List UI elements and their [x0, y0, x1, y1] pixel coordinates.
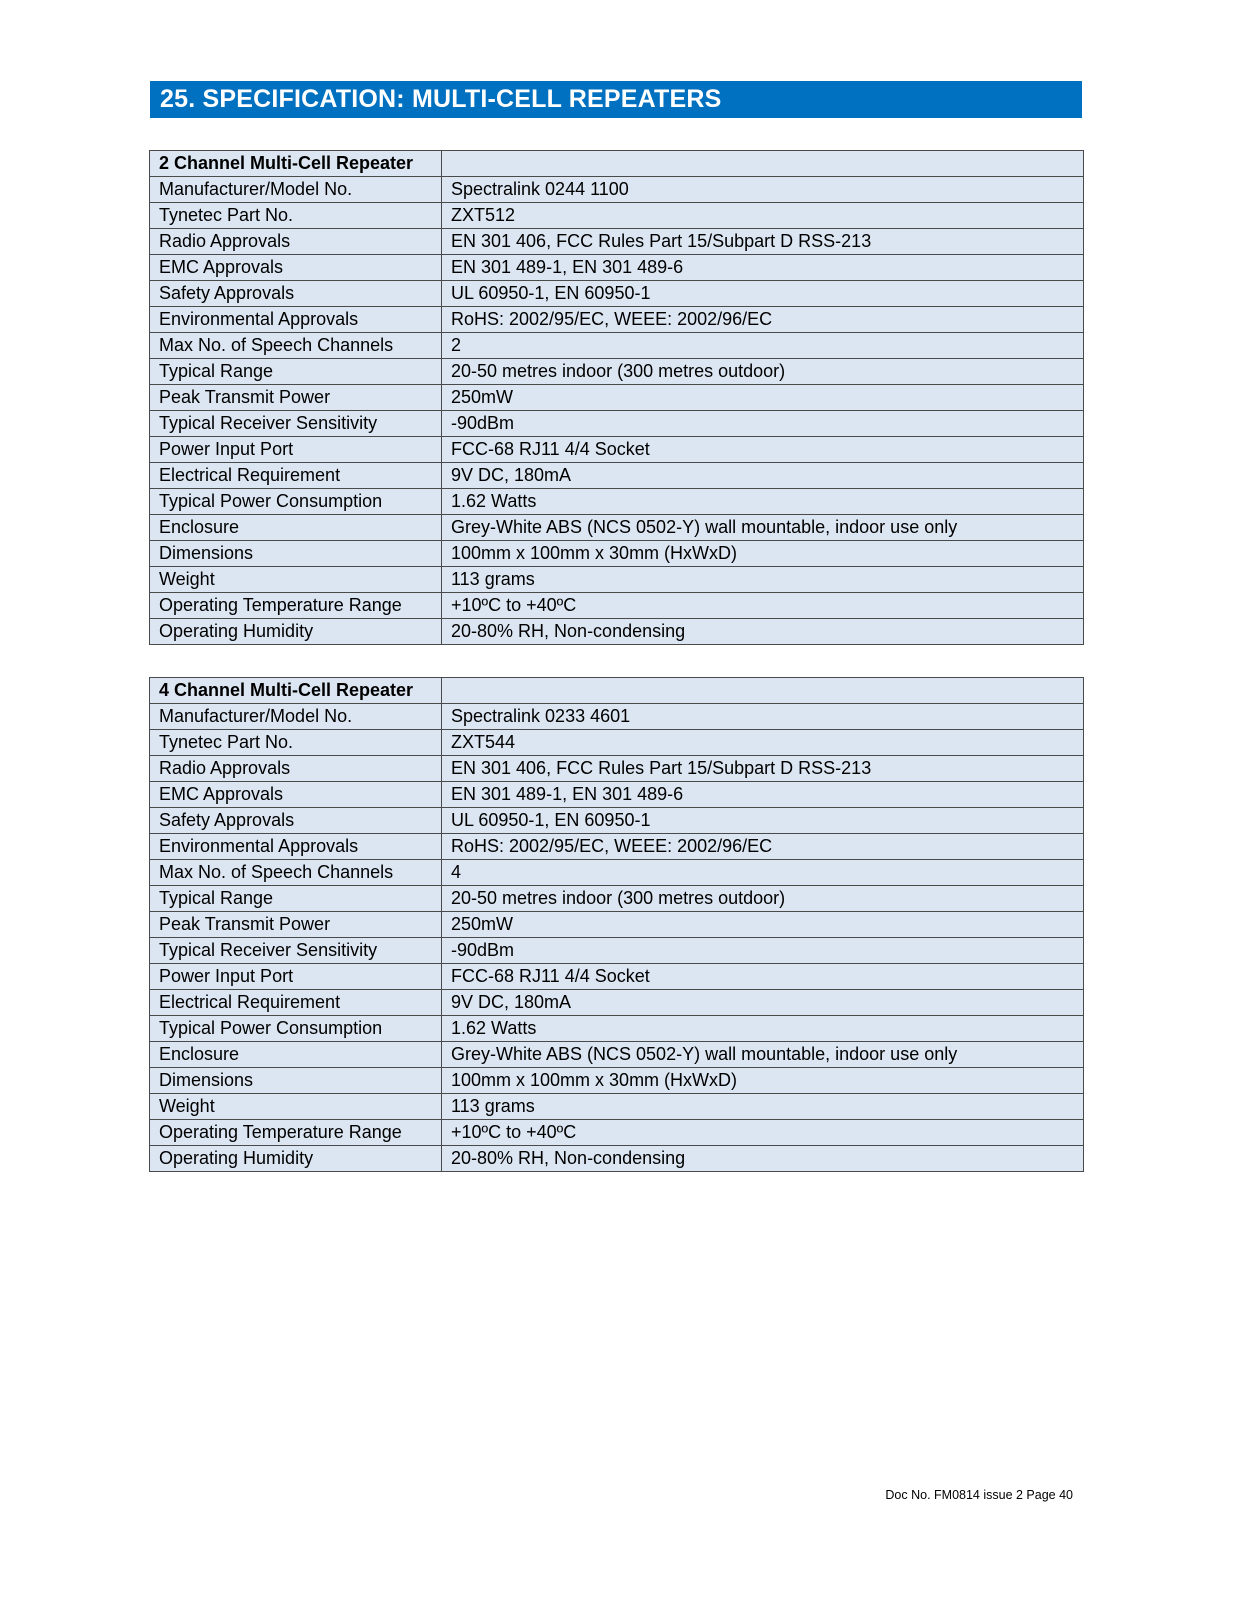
spec-label: Enclosure: [150, 515, 442, 541]
table-row: [150, 203, 1084, 229]
table-row: [150, 730, 1084, 756]
spec-label: Radio Approvals: [150, 756, 442, 782]
spec-label: EMC Approvals: [150, 255, 442, 281]
table-heading: 4 Channel Multi-Cell Repeater: [150, 678, 442, 704]
spec-label: Operating Humidity: [150, 1146, 442, 1172]
spec-value: 100mm x 100mm x 30mm (HxWxD): [442, 1068, 1084, 1094]
table-row: [150, 756, 1084, 782]
spec-value: ZXT512: [442, 203, 1084, 229]
spec-value: 20-50 metres indoor (300 metres outdoor): [442, 886, 1084, 912]
table-row: [150, 593, 1084, 619]
spec-value: RoHS: 2002/95/EC, WEEE: 2002/96/EC: [442, 834, 1084, 860]
spec-label: Enclosure: [150, 1042, 442, 1068]
spec-label: EMC Approvals: [150, 782, 442, 808]
table-row: [150, 782, 1084, 808]
table-row: [150, 489, 1084, 515]
spec-value: 20-80% RH, Non-condensing: [442, 619, 1084, 645]
table-row: [150, 834, 1084, 860]
spec-value: EN 301 489-1, EN 301 489-6: [442, 782, 1084, 808]
table-row: [150, 463, 1084, 489]
spec-value: RoHS: 2002/95/EC, WEEE: 2002/96/EC: [442, 307, 1084, 333]
table-row: [150, 567, 1084, 593]
table-row: [150, 990, 1084, 1016]
table-row: [150, 515, 1084, 541]
spec-value: Grey-White ABS (NCS 0502-Y) wall mountable, indoor use only: [442, 1042, 1084, 1068]
spec-value: FCC-68 RJ11 4/4 Socket: [442, 437, 1084, 463]
spec-label: Weight: [150, 567, 442, 593]
table-heading: 2 Channel Multi-Cell Repeater: [150, 151, 442, 177]
spec-value: 4: [442, 860, 1084, 886]
spec-value: -90dBm: [442, 938, 1084, 964]
table-row: [150, 541, 1084, 567]
table-header-row: [150, 678, 1084, 704]
spec-value: +10ºC to +40ºC: [442, 593, 1084, 619]
table-row: [150, 1120, 1084, 1146]
spec-label: Power Input Port: [150, 437, 442, 463]
spec-label: Safety Approvals: [150, 281, 442, 307]
table-row: [150, 1094, 1084, 1120]
spec-value: 20-50 metres indoor (300 metres outdoor): [442, 359, 1084, 385]
spec-label: Environmental Approvals: [150, 307, 442, 333]
spec-label: Typical Power Consumption: [150, 1016, 442, 1042]
table-header-row: [150, 151, 1084, 177]
table-row: [150, 938, 1084, 964]
spec-value: 113 grams: [442, 1094, 1084, 1120]
spec-value: 250mW: [442, 385, 1084, 411]
spec-label: Radio Approvals: [150, 229, 442, 255]
table-row: [150, 808, 1084, 834]
spec-label: Weight: [150, 1094, 442, 1120]
spec-label: Typical Range: [150, 886, 442, 912]
table-row: [150, 411, 1084, 437]
spec-value: 1.62 Watts: [442, 489, 1084, 515]
spec-label: Max No. of Speech Channels: [150, 860, 442, 886]
table-row: [150, 333, 1084, 359]
spec-value: EN 301 489-1, EN 301 489-6: [442, 255, 1084, 281]
table-row: [150, 860, 1084, 886]
spec-value: ZXT544: [442, 730, 1084, 756]
page-footer: Doc No. FM0814 issue 2 Page 40: [885, 1488, 1073, 1502]
table-row: [150, 307, 1084, 333]
spec-value: Grey-White ABS (NCS 0502-Y) wall mountable, indoor use only: [442, 515, 1084, 541]
spec-label: Environmental Approvals: [150, 834, 442, 860]
table-row: [150, 886, 1084, 912]
spec-label: Dimensions: [150, 541, 442, 567]
spec-label: Electrical Requirement: [150, 463, 442, 489]
spec-table-2-channel: [149, 150, 1084, 645]
spec-label: Manufacturer/Model No.: [150, 704, 442, 730]
spec-value: 1.62 Watts: [442, 1016, 1084, 1042]
table-row: [150, 912, 1084, 938]
spec-value: 20-80% RH, Non-condensing: [442, 1146, 1084, 1172]
table-row: [150, 1146, 1084, 1172]
spec-label: Peak Transmit Power: [150, 912, 442, 938]
spec-label: Typical Receiver Sensitivity: [150, 411, 442, 437]
table-row: [150, 385, 1084, 411]
spec-value: +10ºC to +40ºC: [442, 1120, 1084, 1146]
spec-value: UL 60950-1, EN 60950-1: [442, 808, 1084, 834]
section-title: 25. SPECIFICATION: MULTI-CELL REPEATERS: [150, 81, 1082, 118]
spec-label: Electrical Requirement: [150, 990, 442, 1016]
spec-table-body: [150, 678, 1084, 1172]
spec-value: Spectralink 0244 1100: [442, 177, 1084, 203]
spec-label: Tynetec Part No.: [150, 203, 442, 229]
spec-table-body: [150, 151, 1084, 645]
spec-label: Typical Range: [150, 359, 442, 385]
spec-value: 250mW: [442, 912, 1084, 938]
table-row: [150, 1068, 1084, 1094]
spec-label: Safety Approvals: [150, 808, 442, 834]
spec-value: 100mm x 100mm x 30mm (HxWxD): [442, 541, 1084, 567]
table-row: [150, 177, 1084, 203]
table-row: [150, 619, 1084, 645]
spec-label: Dimensions: [150, 1068, 442, 1094]
table-heading-value: [442, 678, 1084, 704]
spec-label: Operating Temperature Range: [150, 593, 442, 619]
table-row: [150, 704, 1084, 730]
spec-value: -90dBm: [442, 411, 1084, 437]
spec-value: Spectralink 0233 4601: [442, 704, 1084, 730]
table-row: [150, 1016, 1084, 1042]
spec-label: Peak Transmit Power: [150, 385, 442, 411]
spec-label: Typical Power Consumption: [150, 489, 442, 515]
spec-value: 9V DC, 180mA: [442, 990, 1084, 1016]
spec-value: EN 301 406, FCC Rules Part 15/Subpart D RSS-213: [442, 229, 1084, 255]
spec-label: Operating Temperature Range: [150, 1120, 442, 1146]
table-row: [150, 255, 1084, 281]
spec-value: 113 grams: [442, 567, 1084, 593]
spec-value: 9V DC, 180mA: [442, 463, 1084, 489]
table-heading-value: [442, 151, 1084, 177]
spec-label: Tynetec Part No.: [150, 730, 442, 756]
spec-label: Manufacturer/Model No.: [150, 177, 442, 203]
spec-table-4-channel: [149, 677, 1084, 1172]
spec-value: UL 60950-1, EN 60950-1: [442, 281, 1084, 307]
table-row: [150, 281, 1084, 307]
table-row: [150, 1042, 1084, 1068]
spec-label: Max No. of Speech Channels: [150, 333, 442, 359]
table-row: [150, 437, 1084, 463]
table-row: [150, 359, 1084, 385]
spec-value: EN 301 406, FCC Rules Part 15/Subpart D RSS-213: [442, 756, 1084, 782]
spec-label: Operating Humidity: [150, 619, 442, 645]
spec-value: FCC-68 RJ11 4/4 Socket: [442, 964, 1084, 990]
spec-label: Typical Receiver Sensitivity: [150, 938, 442, 964]
table-row: [150, 964, 1084, 990]
table-row: [150, 229, 1084, 255]
spec-value: 2: [442, 333, 1084, 359]
spec-label: Power Input Port: [150, 964, 442, 990]
